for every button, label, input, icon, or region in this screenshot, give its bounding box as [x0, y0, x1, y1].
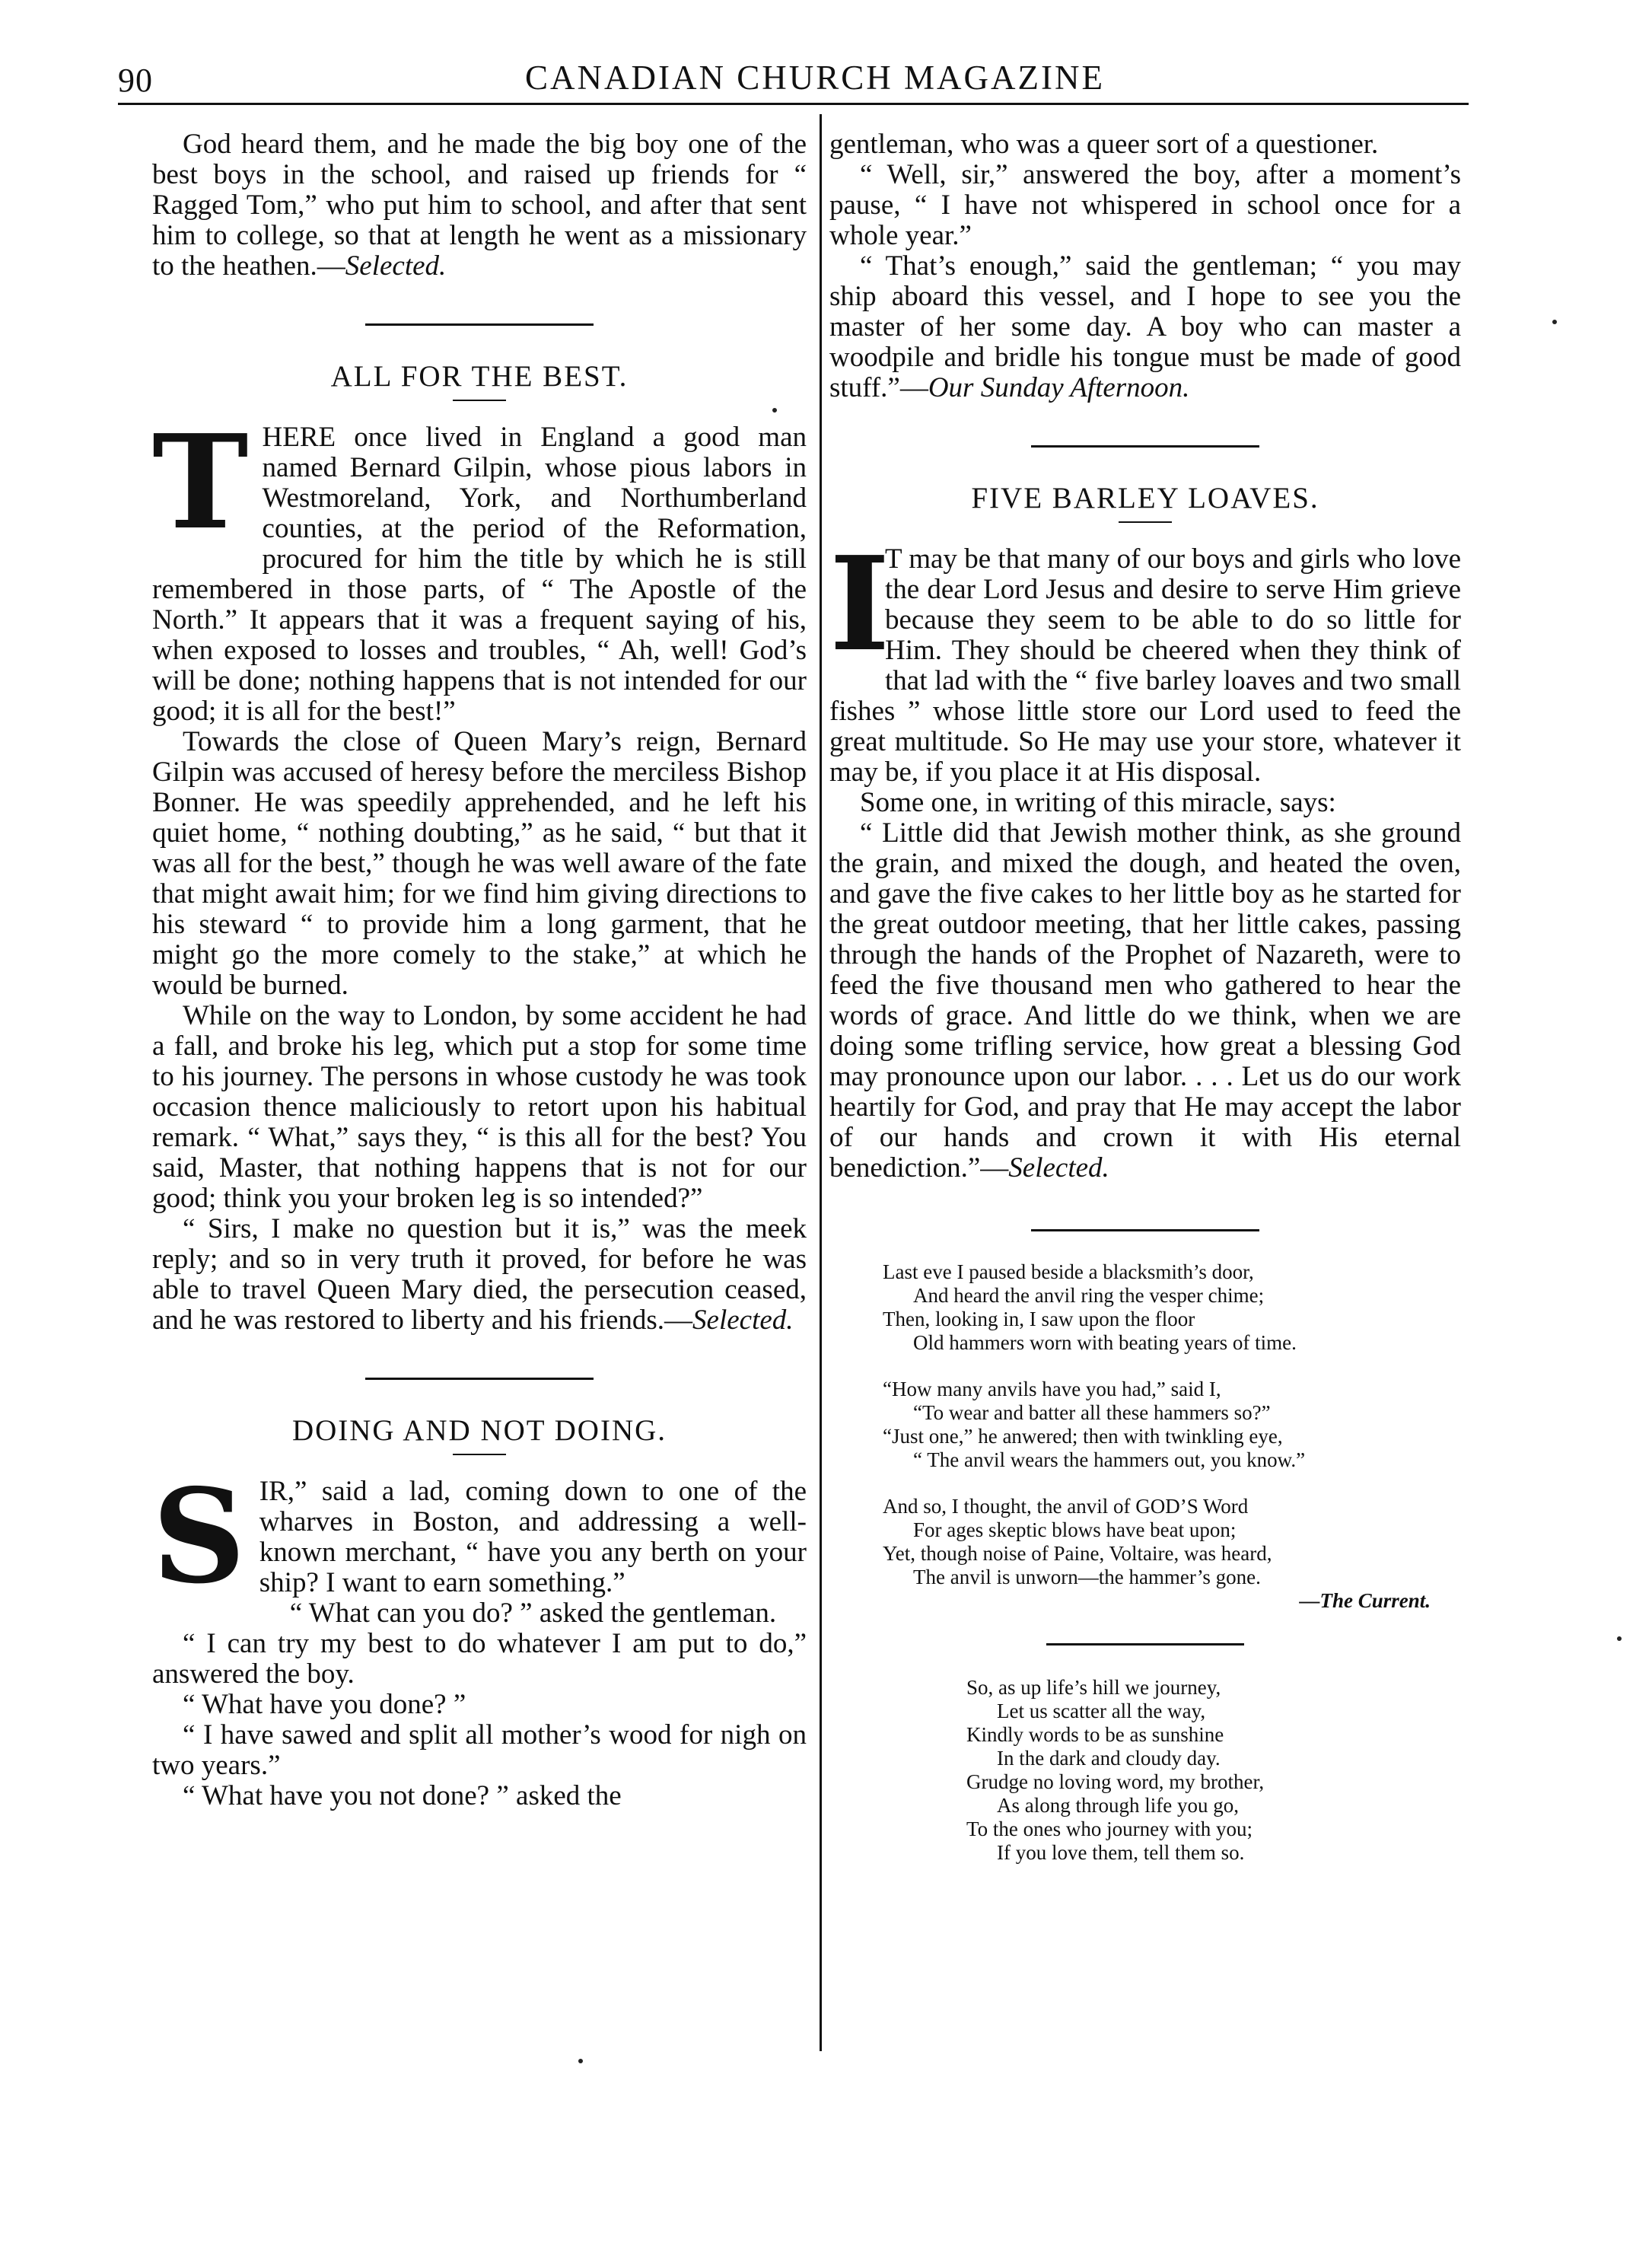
print-speck [578, 2059, 583, 2063]
header-rule [118, 103, 1469, 105]
best-paragraph-3: While on the way to London, by some accident he had a fall, and broke his leg, which put a stop for some time to his journey. The persons in whose custody he was took occasion thence maliciously to retort upon his habitual remark. “ What,” says they, “ is this all for the best? You said, Master, that nothing happens that is not for our good; think you your broken leg is so intended?” [152, 1000, 807, 1214]
loaves-source: Selected. [1008, 1152, 1109, 1184]
doing-paragraph-5: “ I have sawed and split all mother’s wood for nigh on two years.” [152, 1719, 807, 1781]
section-divider [365, 323, 594, 326]
poem-line: “To wear and batter all these hammers so?” [913, 1401, 1271, 1424]
poem-line: “Just one,” he anwered; then with twinkling eye, [883, 1425, 1283, 1448]
poem-line: Last eve I paused beside a blacksmith’s door, [883, 1260, 1254, 1283]
title-rule [453, 1454, 506, 1455]
best-paragraph-2: Towards the close of Queen Mary’s reign, Bernard Gilpin was accused of heresy before the merciless Bishop Bonner. He was speedily apprehended, and he left his quiet home, “ nothing doubting,” as he said, “ but that it was all for the best,” though he was well aware of the fate that might await him; for we find him giving directions to his steward “ to provide him a long garment, that he might go the more comely to the stake,” at which he would be burned. [152, 726, 807, 1001]
poem-line: Grudge no loving word, my brother, [966, 1770, 1265, 1793]
column-divider [820, 114, 822, 2051]
section-divider [1046, 1643, 1244, 1645]
print-speck [1617, 1636, 1622, 1641]
poem-line: “How many anvils have you had,” said I, [883, 1378, 1221, 1400]
doing-paragraph-1: SIR,” said a lad, coming down to one of the wharves in Boston, and addressing a well-known merchant, “ have you any berth on your ship? I want to earn something.” [152, 1461, 807, 1613]
anvil-stanza-1 [883, 1260, 1461, 1355]
poem-line: To the ones who journey with you; [966, 1818, 1253, 1840]
right-column [829, 129, 1461, 1865]
poem-line: For ages skeptic blows have beat upon; [913, 1518, 1237, 1541]
print-speck [1552, 320, 1557, 324]
five-barley-loaves-title: FIVE BARLEY LOAVES. [971, 482, 1319, 515]
title-rule [1119, 521, 1172, 523]
loaves-paragraph-2: Some one, in writing of this miracle, says: [860, 787, 1336, 818]
anvil-stanza-3 [883, 1495, 1461, 1589]
best-paragraph-4: “ Sirs, I make no question but it is,” was the meek reply; and so in very truth it proved, for before he was able to travel Queen Mary died, the persecution ceased, and he was restored to liberty and his friends.—Selected. [152, 1213, 807, 1336]
poem-line: Kindly words to be as sunshine [966, 1723, 1224, 1746]
poem-line: In the dark and cloudy day. [997, 1747, 1221, 1770]
poem-line: As along through life you go, [997, 1794, 1239, 1817]
doing-paragraph-2: “ What can you do? ” asked the gentleman. [289, 1598, 777, 1629]
anvil-poem [883, 1260, 1461, 1613]
poem-line: And so, I thought, the anvil of GOD’S Word [883, 1495, 1249, 1518]
section-divider [1031, 445, 1259, 448]
anvil-stanza-2 [883, 1378, 1461, 1472]
poem-line: And heard the anvil ring the vesper chime; [913, 1284, 1265, 1307]
doing-paragraph-6: “ What have you not done? ” asked the [183, 1780, 622, 1811]
dropcap-t: T [152, 406, 249, 559]
anvil-source: —The Current. [1299, 1589, 1431, 1612]
poem-line: Yet, though noise of Paine, Voltaire, was heard, [883, 1542, 1272, 1565]
section-divider [1031, 1229, 1259, 1231]
loaves-paragraph-3: “ Little did that Jewish mother think, as she ground the grain, and mixed the dough, and heated the oven, and gave the five cakes to her little boy as he started for the great outdoor meeting, that her little cakes, passing through the hands of the Prophet of Nazareth, were to feed the five thousand men who gathered to hear the words of grace. And little do we think, when we are doing some trifling service, how great a blessing God may pronounce upon our labor. . . . Let us do our work heartily for God, and pray that He may accept the labor of our hands and crown it with His eternal benediction.”—Selected. [829, 817, 1461, 1184]
cont-paragraph-2: “ Well, sir,” answered the boy, after a moment’s pause, “ I have not whispered in school once for a whole year.” [829, 159, 1461, 251]
cont-paragraph-1: gentleman, who was a queer sort of a questioner. [829, 129, 1379, 160]
best-source: Selected. [692, 1305, 794, 1336]
dropcap-s: S [152, 1461, 246, 1613]
journey-poem [966, 1676, 1461, 1865]
cont-source: Our Sunday Afternoon. [928, 372, 1190, 403]
page-number: 90 [118, 62, 153, 99]
doing-and-not-doing-title: DOING AND NOT DOING. [291, 1414, 667, 1447]
poem-line: The anvil is unworn—the hammer’s gone. [913, 1566, 1261, 1588]
poem-line: So, as up life’s hill we journey, [966, 1676, 1221, 1699]
print-speck [772, 408, 777, 413]
all-for-the-best-title: ALL FOR THE BEST. [330, 360, 629, 393]
loaves-paragraph-1: I T may be that many of our boys and girls who love the dear Lord Jesus and desire to serve Him grieve because they seem to be able to do so little for Him. They should be cheered when they think of that lad with the “ five barley loaves and two small fishes ” whose little store our Lord used to feed the great multitude. So He may use your store, whatever it may be, if you place it at His disposal. [829, 528, 1461, 788]
poem-line: Old hammers worn with beating years of time. [913, 1331, 1297, 1354]
doing-paragraph-3: “ I can try my best to do whatever I am put to do,” answered the boy. [152, 1628, 807, 1690]
dropcap-i: I [829, 528, 890, 680]
best-paragraph-1: THERE once lived in England a good man named Bernard Gilpin, whose pious labors in Westmoreland, York, and Northumberland counties, at the period of the Reformation, procured for him the title by which he is still remembered in those parts, of “ The Apostle of the North.” It appears that it was a frequent saying of his, when exposed to losses and troubles, “ Ah, well! God’s will be done; nothing happens that is not intended for our good; it is all for the best!” [152, 406, 807, 727]
poem-line: If you love them, tell them so. [997, 1841, 1245, 1864]
left-column [152, 129, 807, 1811]
poem-line: Let us scatter all the way, [997, 1700, 1206, 1722]
running-head: CANADIAN CHURCH MAGAZINE [525, 59, 1105, 97]
section-divider [365, 1378, 594, 1380]
intro-paragraph: God heard them, and he made the big boy one of the best boys in the school, and raised up friends for “ Ragged Tom,” who put him to school, and after that sent him to college, so that at length he went as a missionary to the heathen.—Selected. [152, 129, 807, 282]
cont-paragraph-3: “ That’s enough,” said the gentleman; “ you may ship aboard this vessel, and I hope to see you the master of her some day. A boy who can master a woodpile and bridle his tongue must be made of good stuff.”—Our Sunday Afternoon. [829, 250, 1461, 403]
poem-line: Then, looking in, I saw upon the floor [883, 1308, 1195, 1330]
poem-line: “ The anvil wears the hammers out, you know.” [913, 1448, 1306, 1471]
title-rule [453, 400, 506, 401]
intro-source: Selected. [345, 250, 447, 282]
doing-paragraph-4: “ What have you done? ” [183, 1689, 466, 1720]
